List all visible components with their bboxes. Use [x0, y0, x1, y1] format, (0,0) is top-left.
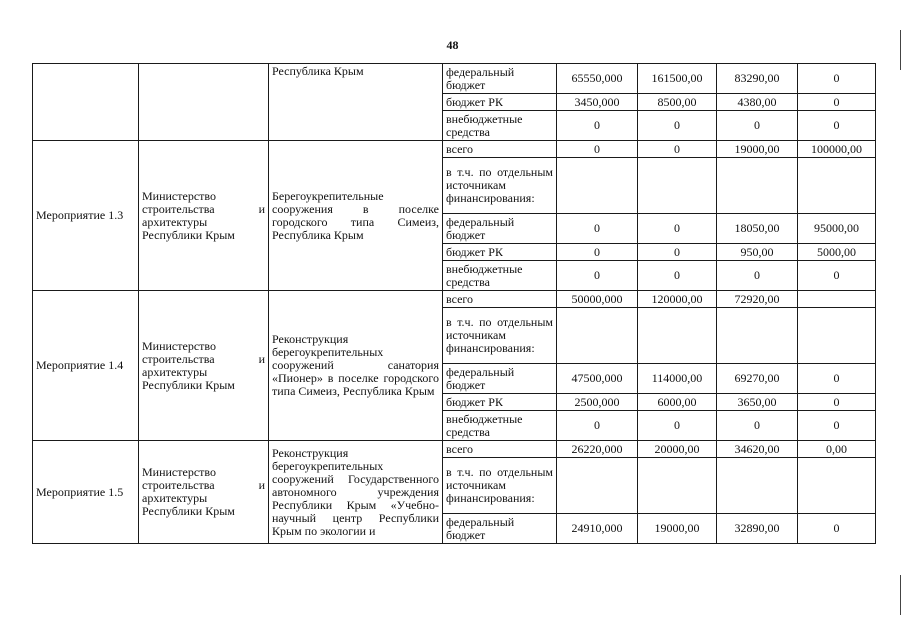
source-label: федеральный бюджет	[443, 514, 557, 544]
value-cell: 5000,00	[798, 244, 876, 261]
measure-name: Мероприятие 1.5	[33, 441, 139, 544]
value-cell: 0	[798, 94, 876, 111]
source-label: бюджет РК	[443, 394, 557, 411]
measure-name: Мероприятие 1.4	[33, 291, 139, 441]
executor-cell	[139, 64, 269, 141]
value-cell: 34620,00	[717, 441, 798, 458]
value-cell: 19000,00	[638, 514, 717, 544]
value-cell: 26220,000	[557, 441, 638, 458]
object-name: Реконструкция берегоукрепительных сооружений Государственного автономного учреждения Республики Крым «Учебно-научный центр Республики Крым по экологии и	[269, 441, 443, 544]
source-label: бюджет РК	[443, 244, 557, 261]
value-cell: 0	[557, 141, 638, 158]
value-cell: 0	[638, 244, 717, 261]
empty-cell	[638, 458, 717, 514]
object-name: Берегоукрепительные сооружения в поселке городского типа Симеиз, Республика Крым	[269, 141, 443, 291]
empty-cell	[798, 458, 876, 514]
empty-cell	[798, 158, 876, 214]
value-cell: 0	[557, 111, 638, 141]
value-cell: 950,00	[717, 244, 798, 261]
empty-cell	[717, 458, 798, 514]
source-label: бюджет РК	[443, 94, 557, 111]
object-name: Реконструкция берегоукрепительных сооружений санатория «Пионер» в поселке городского типа Симеиз, Республика Крым	[269, 291, 443, 441]
empty-cell	[557, 158, 638, 214]
value-cell: 6000,00	[638, 394, 717, 411]
table-row	[33, 64, 876, 94]
margin-mark	[900, 575, 901, 615]
table-row	[33, 441, 876, 458]
including-label: в т.ч. по отдельным источникам финансирования:	[443, 308, 557, 364]
value-cell: 19000,00	[717, 141, 798, 158]
measure-name: Мероприятие 1.3	[33, 141, 139, 291]
value-cell: 0	[798, 411, 876, 441]
value-cell: 95000,00	[798, 214, 876, 244]
executor-name: Министерство строительства и архитектуры Республики Крым	[139, 441, 269, 544]
value-cell: 83290,00	[717, 64, 798, 94]
margin-mark	[900, 30, 901, 70]
value-cell: 3650,00	[717, 394, 798, 411]
object-cell: Республика Крым	[269, 64, 443, 141]
value-cell: 120000,00	[638, 291, 717, 308]
value-cell: 8500,00	[638, 94, 717, 111]
value-cell: 0	[798, 111, 876, 141]
source-label: федеральный бюджет	[443, 214, 557, 244]
value-cell: 2500,000	[557, 394, 638, 411]
page-number: 48	[446, 38, 459, 52]
value-cell: 3450,000	[557, 94, 638, 111]
source-label: внебюджетные средства	[443, 261, 557, 291]
value-cell: 50000,000	[557, 291, 638, 308]
value-cell: 0	[717, 111, 798, 141]
value-cell: 0	[557, 411, 638, 441]
value-cell: 114000,00	[638, 364, 717, 394]
value-cell: 0	[557, 261, 638, 291]
value-cell: 65550,000	[557, 64, 638, 94]
value-cell: 0	[798, 261, 876, 291]
value-cell: 20000,00	[638, 441, 717, 458]
table-body	[33, 64, 876, 544]
value-cell: 72920,00	[717, 291, 798, 308]
value-cell: 0	[638, 111, 717, 141]
value-cell: 47500,000	[557, 364, 638, 394]
empty-cell	[717, 308, 798, 364]
empty-cell	[717, 158, 798, 214]
empty-cell	[557, 308, 638, 364]
value-cell: 0	[638, 214, 717, 244]
value-cell: 0	[798, 364, 876, 394]
executor-name: Министерство строительства и архитектуры Республики Крым	[139, 141, 269, 291]
value-cell: 0	[717, 411, 798, 441]
including-label: в т.ч. по отдельным источникам финансирования:	[443, 158, 557, 214]
value-cell: 0	[638, 411, 717, 441]
measure-cell	[33, 64, 139, 141]
empty-cell	[557, 458, 638, 514]
value-cell: 0	[638, 261, 717, 291]
value-cell	[798, 291, 876, 308]
total-label: всего	[443, 291, 557, 308]
empty-cell	[638, 308, 717, 364]
value-cell: 18050,00	[717, 214, 798, 244]
value-cell: 0	[557, 244, 638, 261]
total-label: всего	[443, 141, 557, 158]
value-cell: 0	[717, 261, 798, 291]
source-label: внебюджетные средства	[443, 111, 557, 141]
value-cell: 24910,000	[557, 514, 638, 544]
including-label: в т.ч. по отдельным источникам финансирования:	[443, 458, 557, 514]
value-cell: 4380,00	[717, 94, 798, 111]
value-cell: 69270,00	[717, 364, 798, 394]
budget-table	[32, 63, 876, 544]
source-label: федеральный бюджет	[443, 364, 557, 394]
value-cell: 100000,00	[798, 141, 876, 158]
value-cell: 161500,00	[638, 64, 717, 94]
value-cell: 32890,00	[717, 514, 798, 544]
executor-name: Министерство строительства и архитектуры Республики Крым	[139, 291, 269, 441]
value-cell: 0,00	[798, 441, 876, 458]
value-cell: 0	[798, 64, 876, 94]
value-cell: 0	[638, 141, 717, 158]
source-label: федеральный бюджет	[443, 64, 557, 94]
value-cell: 0	[798, 394, 876, 411]
source-label: внебюджетные средства	[443, 411, 557, 441]
value-cell: 0	[798, 514, 876, 544]
table-row	[33, 291, 876, 308]
empty-cell	[638, 158, 717, 214]
table-row	[33, 141, 876, 158]
empty-cell	[798, 308, 876, 364]
total-label: всего	[443, 441, 557, 458]
value-cell: 0	[557, 214, 638, 244]
